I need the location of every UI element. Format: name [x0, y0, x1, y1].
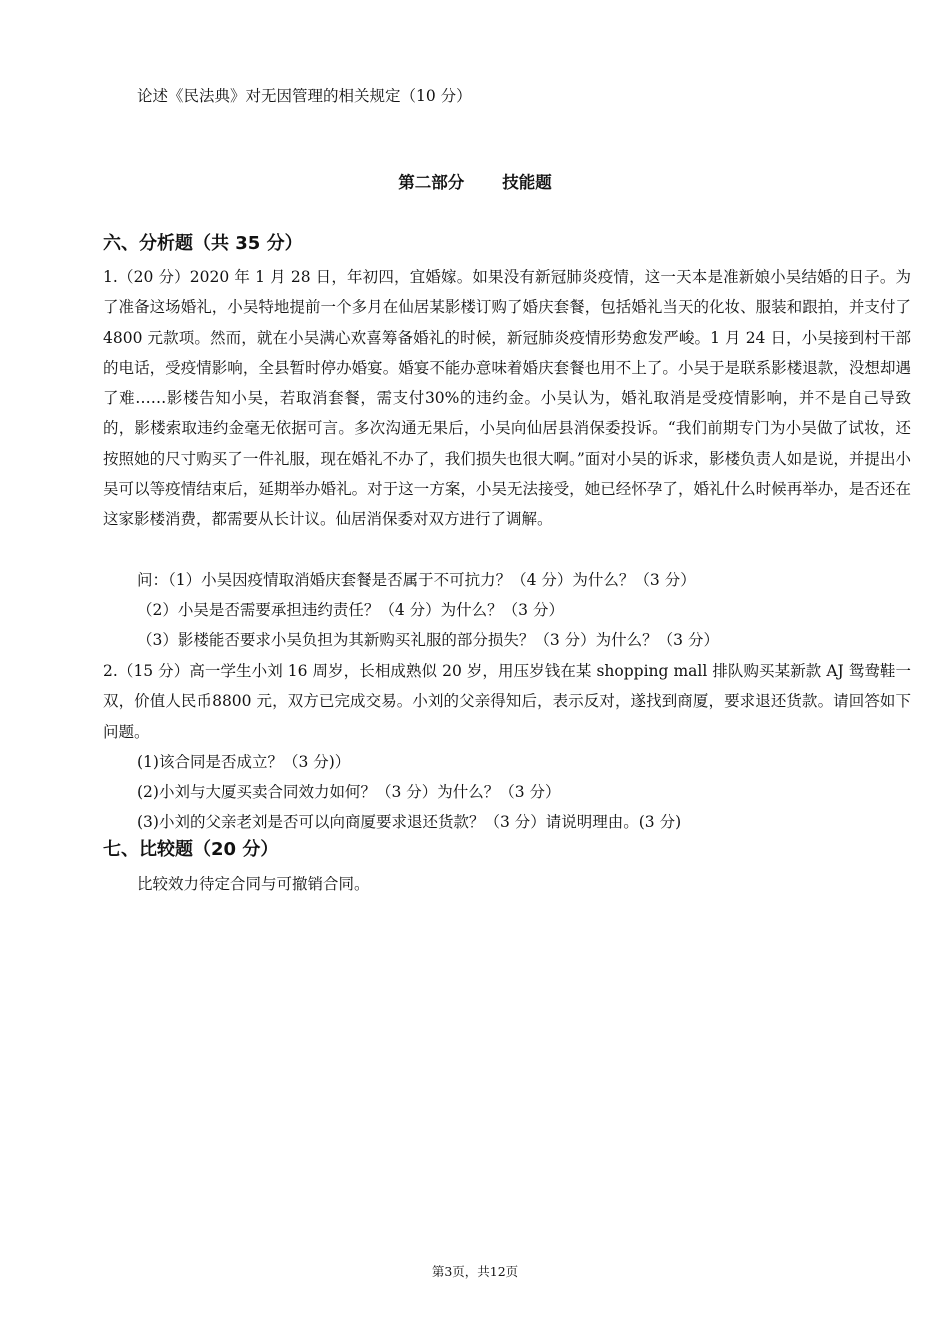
question-1-text: 1.（20 分）2020 年 1 月 28 日，年初四，宜婚嫁。如果没有新冠肺炎疫情，这一天本是准新娘小吴结婚的日子。为了准备这场婚礼，小吴特地提前一个多月在仙居某影楼订购了婚庆套餐，包括婚礼当天的化妆、服装和跟拍，并支付了 4800 元款项。然而，就在小吴满心欢喜筹备婚礼的时候，新冠肺炎疫情形势愈发严峻。1 月 24 日，小吴接到村干部的电话，受疫情影响，全县暂时停办婚宴。婚宴不能办意味着婚庆套餐也用不上了。小吴于是联系影楼退款，没想却遇了难……影楼告知小吴，若取消套餐，需支付30%的违约金。小吴认为，婚礼取消是受疫情影响，并不是自己导致的，影楼索取违约金毫无依据可言。多次沟通无果后，小吴向仙居县消保委投诉。“我们前期专门为小吴做了试妆，还按照她的尺寸购买了一件礼服，现在婚礼不办了，我们损失也很大啊。”面对小吴的诉求，影楼负责人如是说，并提出小吴可以等疫情结束后，延期举办婚礼。对于这一方案，小吴无法接受，她已经怀孕了，婚礼什么时候再举办，是否还在这家影楼消费，都需要从长计议。仙居消保委对双方进行了调解。: [103, 268, 911, 529]
section-seven-text: 比较效力待定合同与可撤销合同。: [137, 875, 370, 893]
question-2-sub-2: (2)小刘与大厦买卖合同效力如何？（3 分）为什么？（3 分）: [137, 783, 561, 801]
question-1-sub-3: （3）影楼能否要求小吴负担为其新购买礼服的部分损失？（3 分）为什么？（3 分）: [137, 631, 719, 649]
part-two-label: 第二部分: [398, 173, 465, 192]
intro-question: 论述《民法典》对无因管理的相关规定（10 分）: [137, 87, 472, 105]
section-six-heading: 六、分析题（共 35 分）: [103, 233, 303, 254]
section-seven-heading: 七、比较题（20 分）: [103, 839, 279, 860]
part-two-title: [0, 172, 950, 194]
question-2-text: 2.（15 分）高一学生小刘 16 周岁，长相成熟似 20 岁，用压岁钱在某 shopping mall 排队购买某新款 AJ 鸳鸯鞋一双，价值人民币8800 元，双方已完成交易。小刘的父亲得知后，表示反对，遂找到商厦，要求退还货款。请回答如下问题。: [103, 662, 911, 741]
question-1-sub-1: 问：（1）小吴因疫情取消婚庆套餐是否属于不可抗力？（4 分）为什么？（3 分）: [137, 571, 696, 589]
question-1-sub-2: （2）小吴是否需要承担违约责任？（4 分）为什么？（3 分）: [137, 601, 564, 619]
page-number: 第3页，共12页: [431, 1264, 519, 1279]
part-two-name: 技能题: [502, 173, 552, 192]
question-2-sub-3: (3)小刘的父亲老刘是否可以向商厦要求退还货款？（3 分）请说明理由。(3 分): [137, 813, 682, 831]
question-2-sub-1: (1)该合同是否成立？（3 分)）: [137, 753, 351, 771]
